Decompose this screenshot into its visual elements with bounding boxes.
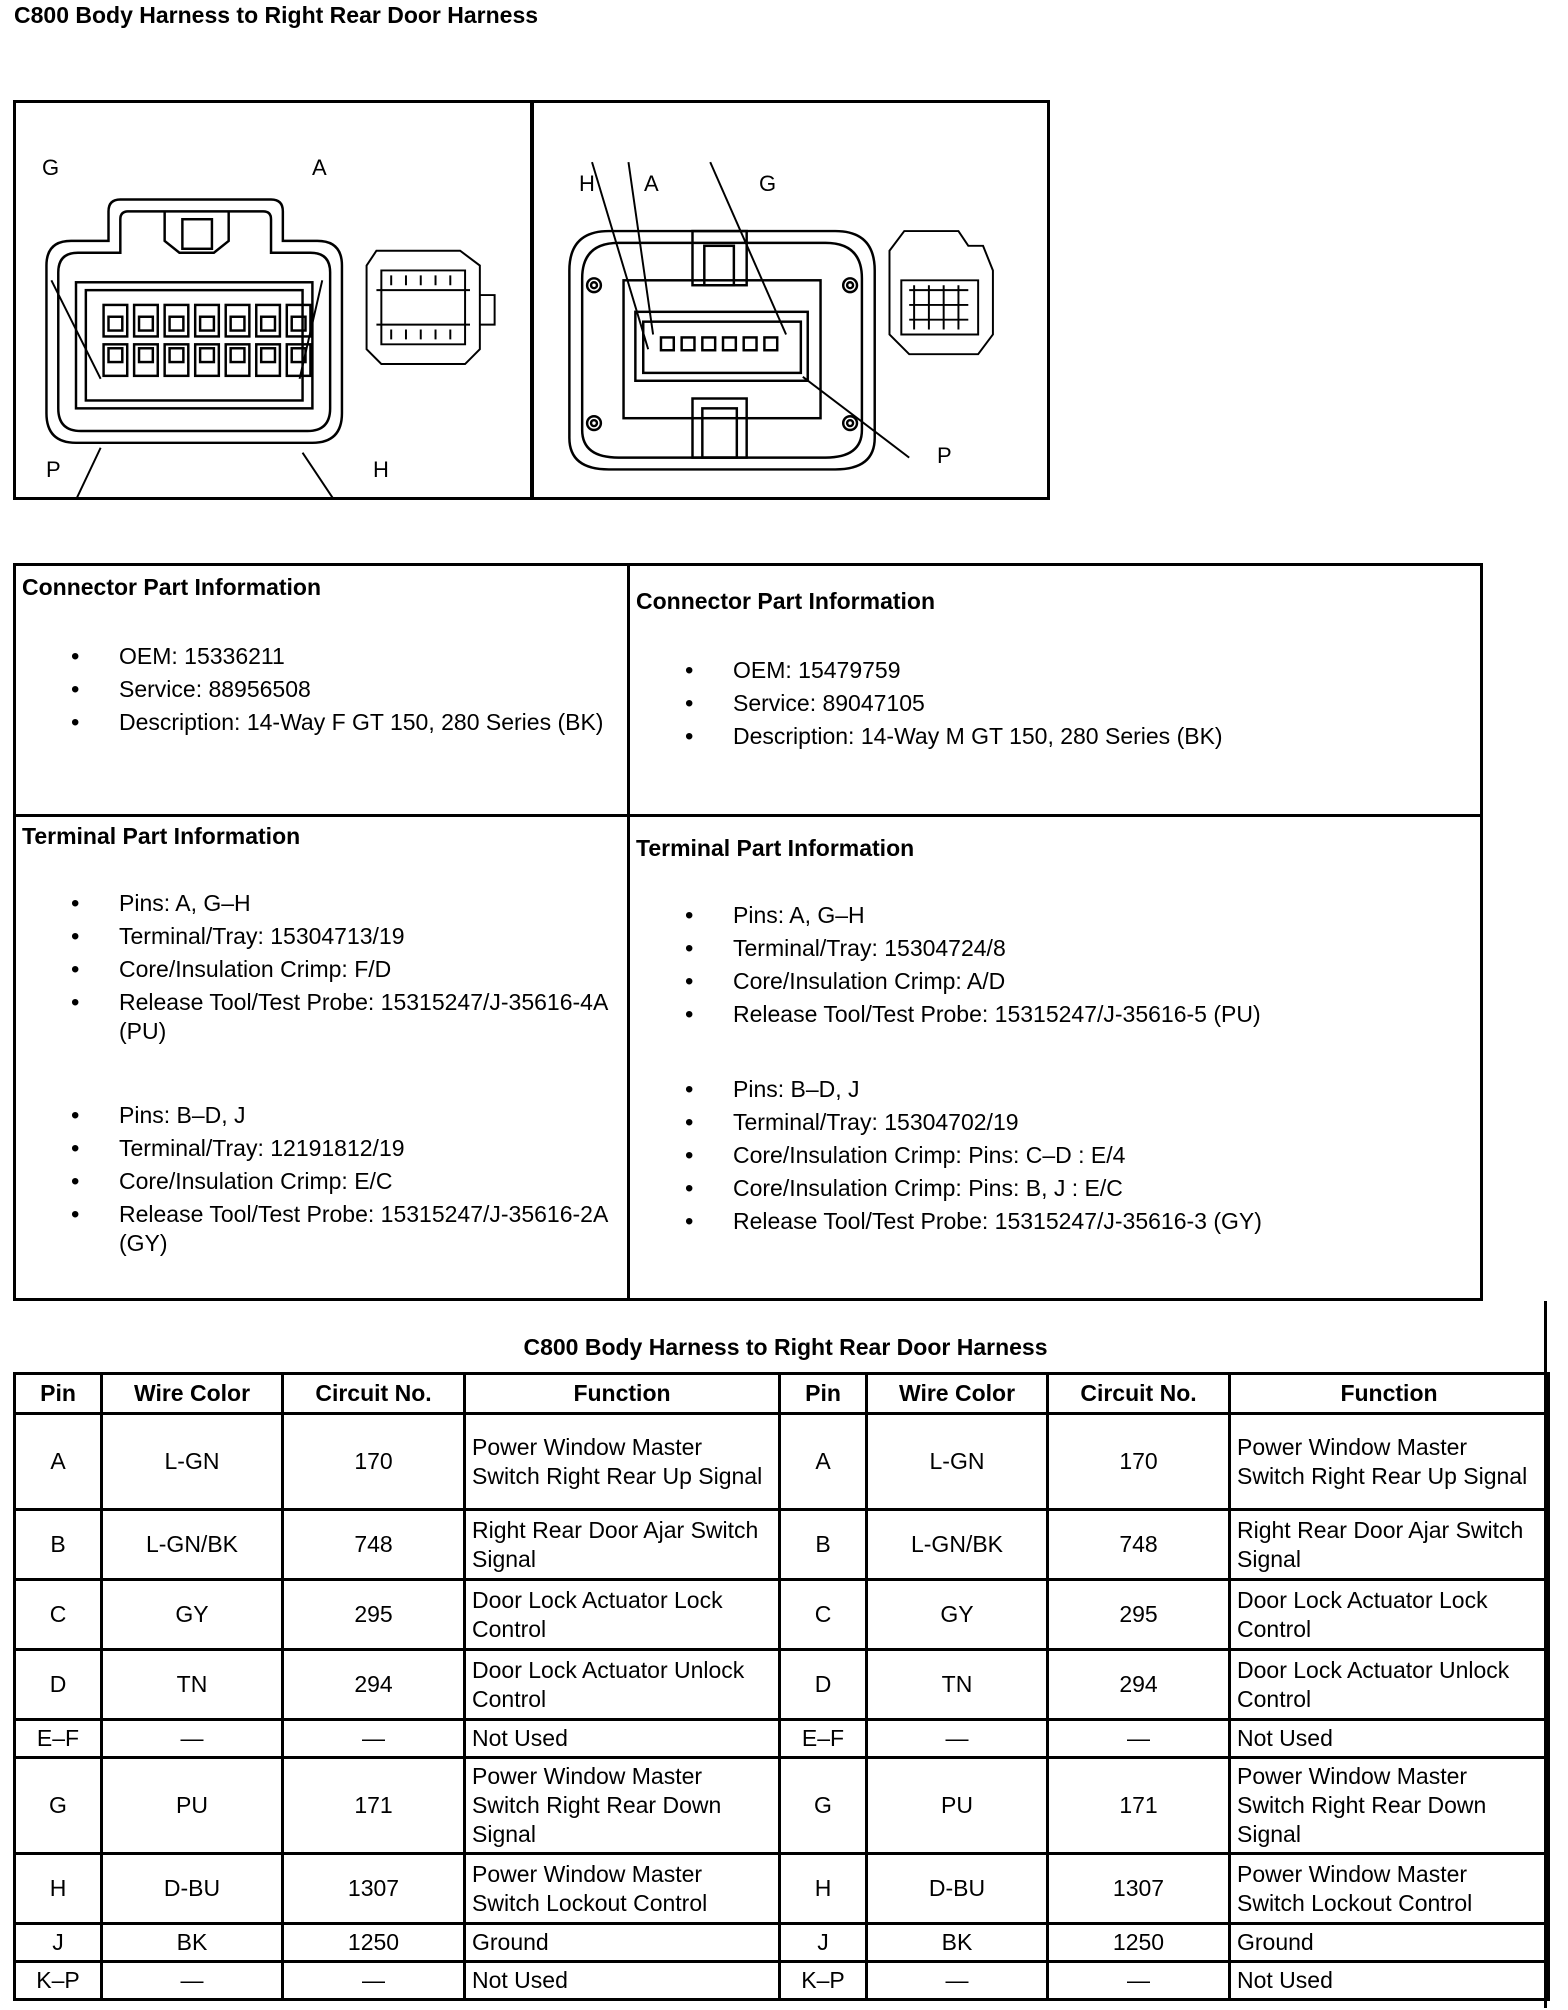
cell-color: GY [102,1580,283,1650]
cell-color: BK [867,1924,1048,1962]
cell-circuit: 748 [1048,1510,1230,1580]
cell-function: Not Used [465,1720,780,1758]
connector-terminal [661,337,674,350]
table-row [15,1758,1549,1854]
connector-info-title: Connector Part Information [636,588,936,614]
right-terminal-group2 [685,1073,1475,1238]
list-item: • OEM: 15336211 [71,640,631,673]
male-connector-diagram [531,100,1050,500]
cell-circuit: 295 [283,1580,465,1650]
column-header: Pin [780,1374,867,1414]
connector-terminal [139,317,153,331]
part-information-grid [13,563,1483,1301]
cell-pin: G [780,1758,867,1854]
connector-terminal [139,348,153,362]
right-terminal-info [630,817,1480,1304]
cell-color: L-GN/BK [867,1510,1048,1580]
cell-function: Door Lock Actuator Lock Control [1230,1580,1549,1650]
list-item: • OEM: 15479759 [685,654,1465,687]
cell-pin: K–P [780,1962,867,2000]
list-item: • Terminal/Tray: 15304713/19 [71,920,631,953]
connector-terminal [682,337,695,350]
pin-label-g: G [759,171,777,196]
list-item: • Release Tool/Test Probe: 15315247/J-35616-4A (PU) [71,988,631,1046]
cell-function: Not Used [465,1962,780,2000]
female-connector-diagram [13,100,533,500]
pin-label-h: H [579,171,595,196]
cell-circuit: 295 [1048,1580,1230,1650]
cell-pin: G [15,1758,102,1854]
list-item: • Pins: B–D, J [71,1099,631,1132]
cell-pin: C [15,1580,102,1650]
cell-color: — [102,1720,283,1758]
cell-color: TN [102,1650,283,1720]
left-connector-info [16,566,627,814]
cell-pin: H [15,1854,102,1924]
cell-pin: D [15,1650,102,1720]
cell-pin: E–F [15,1720,102,1758]
female-connector-drawing [16,103,530,497]
table-row [15,1510,1549,1580]
cell-color: — [102,1962,283,2000]
list-item: • Terminal/Tray: 15304724/8 [685,932,1475,965]
connector-terminal [261,348,275,362]
list-item: • Description: 14-Way M GT 150, 280 Series (BK) [685,720,1465,753]
pin-label-a: A [644,171,659,196]
cell-circuit: 294 [283,1650,465,1720]
pin-label-a: A [312,155,327,180]
list-item: • Core/Insulation Crimp: A/D [685,965,1475,998]
cell-color: L-GN [867,1414,1048,1510]
cell-color: — [867,1962,1048,2000]
left-terminal-group2 [71,1099,631,1258]
cell-function: Ground [1230,1924,1549,1962]
list-item: • Core/Insulation Crimp: Pins: B, J : E/C [685,1172,1475,1205]
left-connector-list [71,640,631,737]
connector-info-title: Connector Part Information [22,574,322,600]
table-row [15,1854,1549,1924]
column-header: Wire Color [867,1374,1048,1414]
list-item: • Service: 89047105 [685,687,1465,720]
list-item: • Description: 14-Way F GT 150, 280 Series (BK) [71,708,631,737]
table-row [15,1962,1549,2000]
pin-label-h: H [373,457,389,482]
cell-color: D-BU [867,1854,1048,1924]
pin-label-p: P [937,443,952,468]
right-connector-info [630,566,1480,814]
cell-function: Door Lock Actuator Unlock Control [465,1650,780,1720]
cell-color: PU [867,1758,1048,1854]
terminal-info-title: Terminal Part Information [22,823,301,849]
male-connector-drawing [534,103,1047,497]
list-item: • Pins: B–D, J [685,1073,1475,1106]
column-header: Function [465,1374,780,1414]
cell-function: Power Window Master Switch Right Rear Down Signal [1230,1758,1549,1854]
cell-pin: D [780,1650,867,1720]
pin-label-g: G [42,155,60,180]
cell-pin: B [15,1510,102,1580]
cell-function: Right Rear Door Ajar Switch Signal [1230,1510,1549,1580]
cell-function: Power Window Master Switch Right Rear Down Signal [465,1758,780,1854]
cell-circuit: 171 [1048,1758,1230,1854]
table-row [15,1414,1549,1510]
cell-function: Power Window Master Switch Right Rear Up Signal [465,1414,780,1510]
connector-terminal [109,317,123,331]
connector-terminal [764,337,777,350]
terminal-info-title: Terminal Part Information [636,835,915,861]
list-item: • Release Tool/Test Probe: 15315247/J-35616-3 (GY) [685,1205,1475,1238]
connector-terminal [200,317,214,331]
cell-function: Ground [465,1924,780,1962]
cell-function: Not Used [1230,1962,1549,2000]
cell-pin: H [780,1854,867,1924]
pinout-section [13,1301,1547,2008]
connector-terminal [170,348,184,362]
cell-pin: J [15,1924,102,1962]
cell-color: L-GN [102,1414,283,1510]
pinout-table [13,1372,1550,2001]
cell-function: Door Lock Actuator Unlock Control [1230,1650,1549,1720]
connector-terminal [744,337,757,350]
cell-color: GY [867,1580,1048,1650]
cell-color: PU [102,1758,283,1854]
column-header: Circuit No. [1048,1374,1230,1414]
column-header: Wire Color [102,1374,283,1414]
list-item: • Pins: A, G–H [685,899,1475,932]
cell-color: — [867,1720,1048,1758]
cell-circuit: 1250 [1048,1924,1230,1962]
table-row [15,1720,1549,1758]
connector-terminal [170,317,184,331]
right-connector-list [685,654,1465,753]
column-header: Pin [15,1374,102,1414]
connector-terminal [231,348,245,362]
cell-circuit: 171 [283,1758,465,1854]
cell-circuit: 1307 [283,1854,465,1924]
cell-circuit: — [1048,1962,1230,2000]
cell-pin: E–F [780,1720,867,1758]
cell-color: BK [102,1924,283,1962]
list-item: • Core/Insulation Crimp: F/D [71,953,631,986]
list-item: • Release Tool/Test Probe: 15315247/J-35616-5 (PU) [685,998,1475,1031]
cell-circuit: — [1048,1720,1230,1758]
cell-function: Power Window Master Switch Lockout Control [1230,1854,1549,1924]
cell-circuit: 170 [283,1414,465,1510]
table-row [15,1650,1549,1720]
cell-pin: A [15,1414,102,1510]
connector-terminal [261,317,275,331]
list-item: • Terminal/Tray: 12191812/19 [71,1132,631,1165]
left-terminal-group1 [71,887,631,1046]
page-title: C800 Body Harness to Right Rear Door Harness [14,2,539,28]
cell-function: Power Window Master Switch Lockout Control [465,1854,780,1924]
connector-terminal [702,337,715,350]
list-item: • Terminal/Tray: 15304702/19 [685,1106,1475,1139]
cell-pin: A [780,1414,867,1510]
table-header-row [15,1374,1549,1414]
cell-circuit: — [283,1720,465,1758]
cell-function: Right Rear Door Ajar Switch Signal [465,1510,780,1580]
list-item: • Core/Insulation Crimp: E/C [71,1165,631,1198]
cell-pin: C [780,1580,867,1650]
list-item: • Service: 88956508 [71,673,631,706]
cell-function: Power Window Master Switch Right Rear Up Signal [1230,1414,1549,1510]
cell-pin: K–P [15,1962,102,2000]
connector-terminal [231,317,245,331]
list-item: • Pins: A, G–H [71,887,631,920]
connector-terminal [109,348,123,362]
cell-color: D-BU [102,1854,283,1924]
cell-circuit: 170 [1048,1414,1230,1510]
cell-function: Door Lock Actuator Lock Control [465,1580,780,1650]
right-terminal-group1 [685,899,1475,1031]
cell-pin: J [780,1924,867,1962]
cell-circuit: 1250 [283,1924,465,1962]
cell-circuit: 748 [283,1510,465,1580]
column-header: Function [1230,1374,1549,1414]
cell-circuit: 1307 [1048,1854,1230,1924]
table-caption: C800 Body Harness to Right Rear Door Harness [523,1334,1048,1360]
table-row [15,1580,1549,1650]
cell-color: L-GN/BK [102,1510,283,1580]
pin-label-p: P [46,457,61,482]
column-header: Circuit No. [283,1374,465,1414]
list-item: • Core/Insulation Crimp: Pins: C–D : E/4 [685,1139,1475,1172]
list-item: • Release Tool/Test Probe: 15315247/J-35616-2A (GY) [71,1200,631,1258]
cell-color: TN [867,1650,1048,1720]
table-row [15,1924,1549,1962]
cell-circuit: — [283,1962,465,2000]
cell-function: Not Used [1230,1720,1549,1758]
connector-terminal [723,337,736,350]
cell-pin: B [780,1510,867,1580]
cell-circuit: 294 [1048,1650,1230,1720]
connector-terminal [200,348,214,362]
left-terminal-info [16,817,627,1304]
